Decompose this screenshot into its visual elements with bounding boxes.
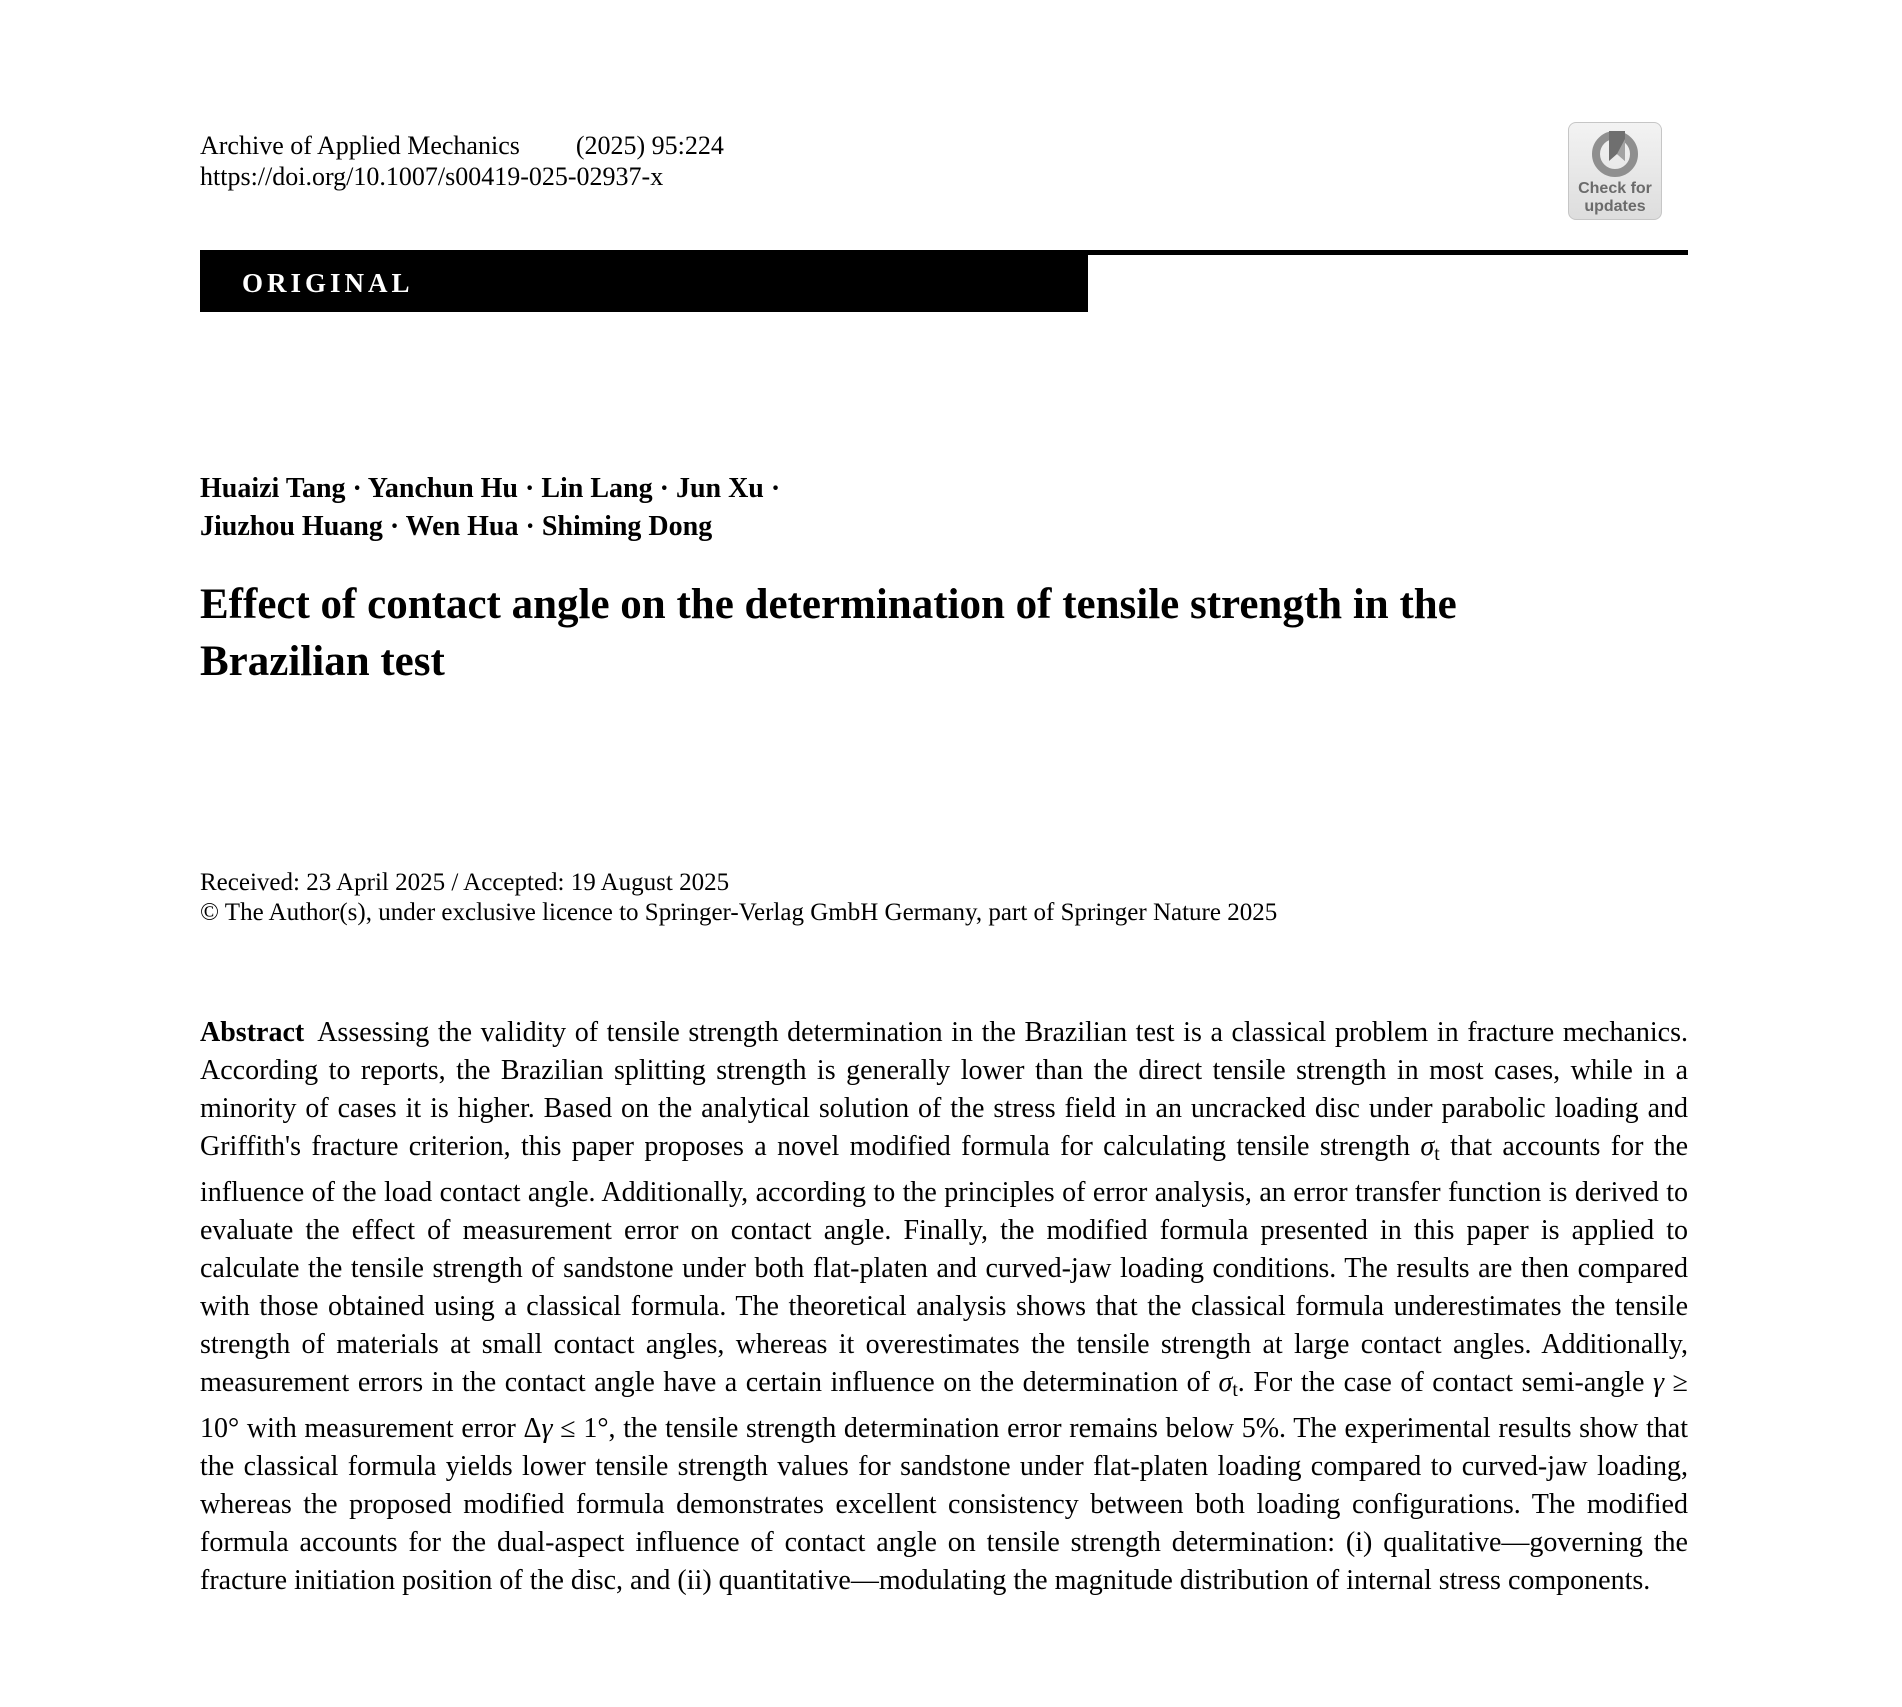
check-for-updates-label <box>1578 180 1652 216</box>
crossmark-icon <box>1589 129 1641 179</box>
page-content <box>200 0 1688 1600</box>
article-title: Effect of contact angle on the determination of tensile strength in the Brazilian test <box>200 581 1457 685</box>
authors-line-1: Huaizi Tang · Yanchun Hu · Lin Lang · Jun Xu · <box>200 473 781 504</box>
volume-page-info: (2025) 95:224 <box>575 131 724 160</box>
copyright-line: © The Author(s), under exclusive licence to Springer-Verlag GmbH Germany, part of Springer Nature 2025 <box>200 899 1278 926</box>
abstract-text: Abstract Assessing the validity of tensile strength determination in the Brazilian test is a classical problem in fracture mechanics. According to reports, the Brazilian splitting strength is generally lower than the direct tensile strength in most cases, while in a minority of cases it is higher. Based on the analytical solution of the stress field in an uncracked disc under parabolic loading and Griffith's fracture criterion, this paper proposes a novel modified formula for calculating tensile strength σt that accounts for the influence of the load contact angle. Additionally, according to the principles of error analysis, an error transfer function is derived to evaluate the effect of measurement error on contact angle. Finally, the modified formula presented in this paper is applied to calculate the tensile strength of sandstone under both flat-platen and curved-jaw loading conditions. The results are then compared with those obtained using a classical formula. The theoretical analysis shows that the classical formula underestimates the tensile strength of materials at small contact angles, whereas it overestimates the tensile strength at large contact angles. Additionally, measurement errors in the contact angle have a certain influence on the determination of σt. For the case of contact semi-angle γ ≥ 10° with measurement error Δγ ≤ 1°, the tensile strength determination error remains below 5%. The experimental results show that the classical formula yields lower tensile strength values for sandstone under flat-platen loading compared to curved-jaw loading, whereas the proposed modified formula demonstrates excellent consistency between both loading configurations. The modified formula accounts for the dual-aspect influence of contact angle on tensile strength determination: (i) qualitative—governing the fracture initiation position of the disc, and (ii) quantitative—modulating the magnitude distribution of internal stress components. <box>200 1017 1689 1596</box>
check-for-updates-badge[interactable] <box>1568 122 1662 220</box>
badge-label-line1: Check for <box>1578 180 1652 197</box>
authors-line-2: Jiuzhou Huang · Wen Hua · Shiming Dong <box>200 511 713 542</box>
authors-block <box>200 470 1688 546</box>
journal-citation-line <box>200 130 1688 161</box>
journal-name: Archive of Applied Mechanics <box>200 131 520 160</box>
page-header <box>200 130 1688 215</box>
article-type-banner <box>200 250 1688 312</box>
article-type-box <box>200 255 1088 312</box>
doi-link[interactable]: https://doi.org/10.1007/s00419-025-02937-x <box>200 162 664 191</box>
journal-reference <box>200 130 1688 192</box>
badge-label-line2: updates <box>1584 198 1646 215</box>
received-accepted-dates: Received: 23 April 2025 / Accepted: 19 August 2025 <box>200 869 730 896</box>
article-meta <box>200 868 1688 928</box>
article-type-label: ORIGINAL <box>242 268 414 298</box>
